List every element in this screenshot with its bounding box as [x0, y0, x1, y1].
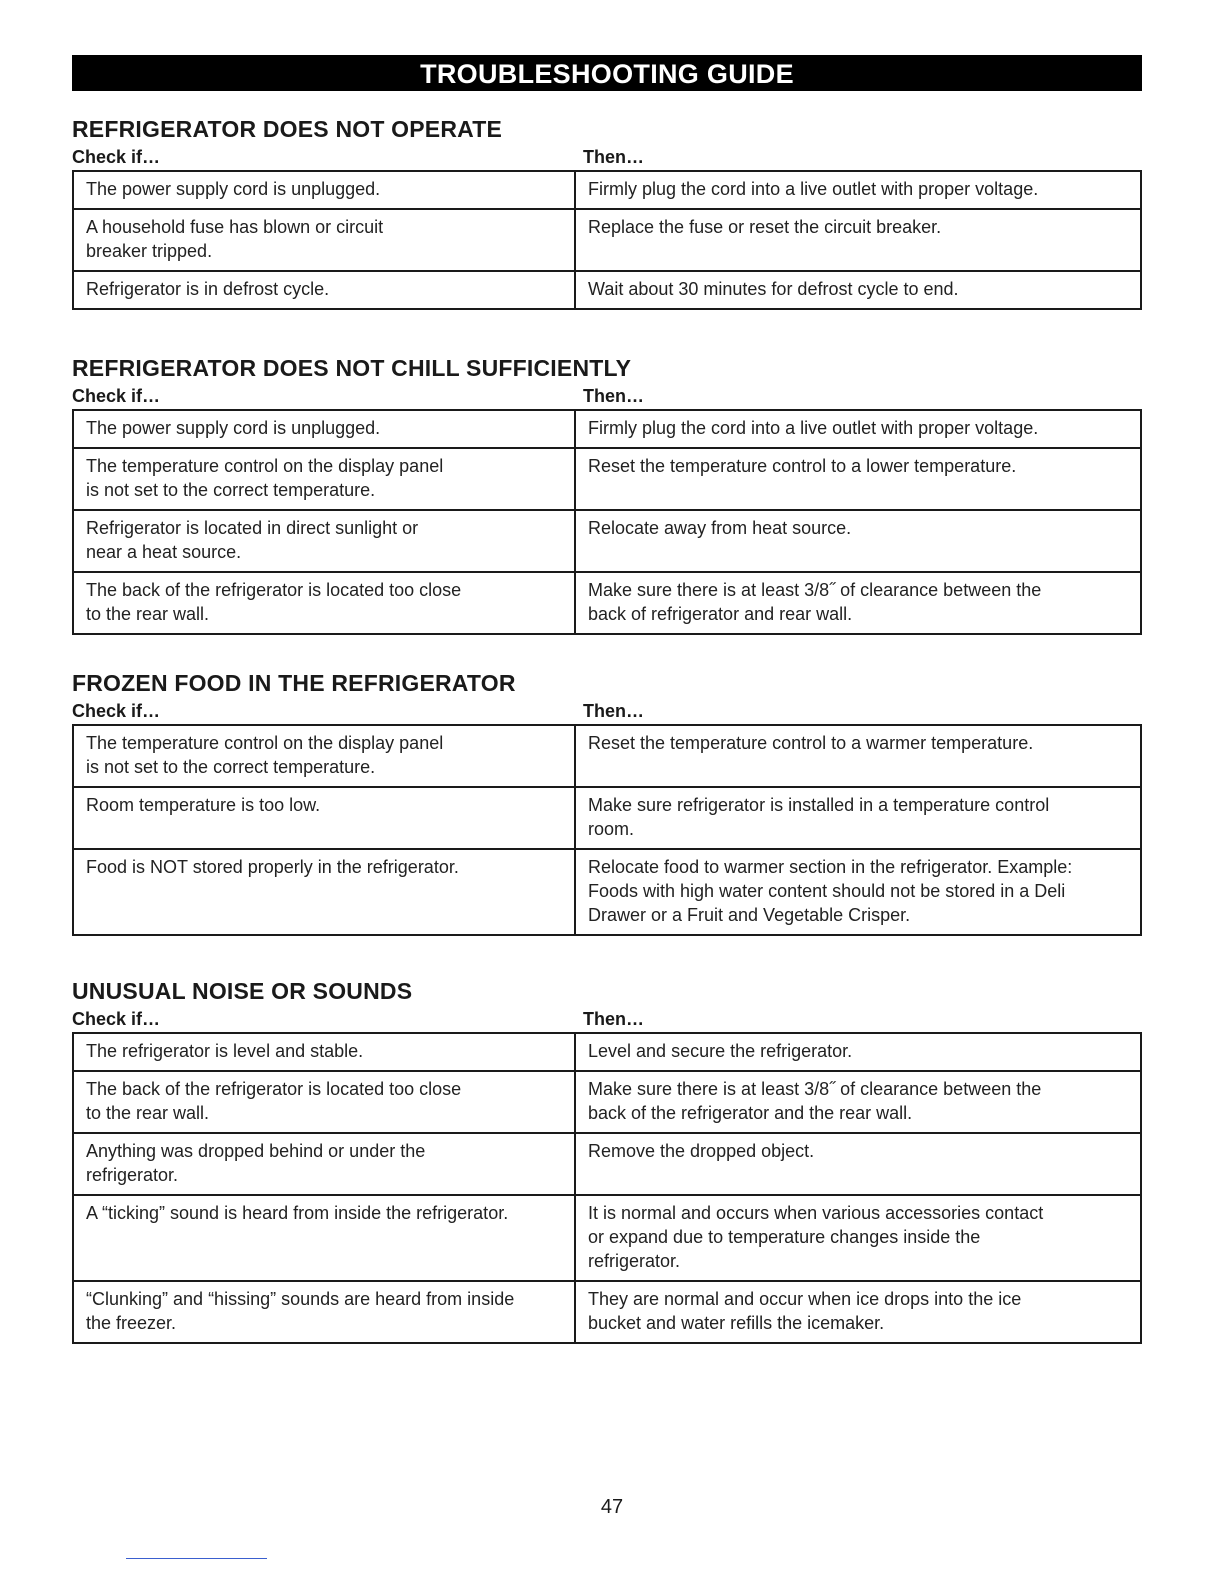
check-if-heading: Check if…: [72, 701, 161, 721]
then-cell: Reset the temperature control to a warmer temperature.: [575, 725, 1141, 787]
then-cell: Firmly plug the cord into a live outlet with proper voltage.: [575, 410, 1141, 448]
then-cell: They are normal and occur when ice drops into the ice bucket and water refills the icemaker.: [575, 1281, 1141, 1343]
check-if-heading: Check if…: [72, 386, 161, 406]
table-row: [73, 209, 1141, 271]
table-row: [73, 1033, 1141, 1071]
troubleshooting-table: [72, 1032, 1142, 1344]
section-does-not-operate: [72, 116, 1142, 310]
check-cell: Refrigerator is in defrost cycle.: [73, 271, 575, 309]
table-row: [73, 1133, 1141, 1195]
section-title: REFRIGERATOR DOES NOT OPERATE: [72, 116, 503, 142]
table-row: [73, 510, 1141, 572]
section-title: REFRIGERATOR DOES NOT CHILL SUFFICIENTLY: [72, 355, 632, 381]
then-cell: Relocate away from heat source.: [575, 510, 1141, 572]
check-cell: A “ticking” sound is heard from inside the refrigerator.: [73, 1195, 575, 1281]
table-row: [73, 1281, 1141, 1343]
table-row: [73, 410, 1141, 448]
troubleshooting-table: [72, 724, 1142, 936]
section-unusual-noise: [72, 978, 1142, 1344]
check-cell: “Clunking” and “hissing” sounds are heard from inside the freezer.: [73, 1281, 575, 1343]
check-cell: A household fuse has blown or circuit breaker tripped.: [73, 209, 575, 271]
check-cell: Refrigerator is located in direct sunlight or near a heat source.: [73, 510, 575, 572]
troubleshooting-table: [72, 409, 1142, 635]
table-row: [73, 787, 1141, 849]
page-banner: TROUBLESHOOTING GUIDE: [72, 55, 1142, 91]
table-row: [73, 1195, 1141, 1281]
section-title: UNUSUAL NOISE OR SOUNDS: [72, 978, 413, 1004]
table-row: [73, 271, 1141, 309]
then-cell: Reset the temperature control to a lower temperature.: [575, 448, 1141, 510]
then-cell: Relocate food to warmer section in the refrigerator. Example: Foods with high water content should not be stored in a Deli Drawer or a Fruit and Vegetable Crisper.: [575, 849, 1141, 935]
then-cell: Firmly plug the cord into a live outlet with proper voltage.: [575, 171, 1141, 209]
then-cell: Level and secure the refrigerator.: [575, 1033, 1141, 1071]
check-cell: The refrigerator is level and stable.: [73, 1033, 575, 1071]
then-heading: Then…: [583, 1009, 644, 1029]
table-row: [73, 448, 1141, 510]
table-row: [73, 849, 1141, 935]
table-row: [73, 171, 1141, 209]
table-row: [73, 1071, 1141, 1133]
check-if-heading: Check if…: [72, 1009, 161, 1029]
then-cell: Make sure there is at least 3/8˝ of clearance between the back of refrigerator and rear wall.: [575, 572, 1141, 634]
section-not-chill: [72, 355, 1142, 635]
then-heading: Then…: [583, 701, 644, 721]
then-heading: Then…: [583, 386, 644, 406]
check-cell: The power supply cord is unplugged.: [73, 171, 575, 209]
divider: [126, 1558, 267, 1559]
check-cell: Anything was dropped behind or under the refrigerator.: [73, 1133, 575, 1195]
then-cell: Make sure refrigerator is installed in a temperature control room.: [575, 787, 1141, 849]
page-number: 47: [600, 1496, 624, 1518]
check-cell: The back of the refrigerator is located too close to the rear wall.: [73, 1071, 575, 1133]
then-heading: Then…: [583, 147, 644, 167]
check-cell: The back of the refrigerator is located too close to the rear wall.: [73, 572, 575, 634]
section-title: FROZEN FOOD IN THE REFRIGERATOR: [72, 670, 516, 696]
then-cell: Remove the dropped object.: [575, 1133, 1141, 1195]
check-cell: The temperature control on the display panel is not set to the correct temperature.: [73, 725, 575, 787]
then-cell: It is normal and occurs when various accessories contact or expand due to temperature changes inside the refrigerator.: [575, 1195, 1141, 1281]
then-cell: Wait about 30 minutes for defrost cycle to end.: [575, 271, 1141, 309]
check-cell: The temperature control on the display panel is not set to the correct temperature.: [73, 448, 575, 510]
check-cell: Room temperature is too low.: [73, 787, 575, 849]
section-frozen-food: [72, 670, 1142, 936]
then-cell: Replace the fuse or reset the circuit breaker.: [575, 209, 1141, 271]
troubleshooting-table: [72, 170, 1142, 310]
check-cell: Food is NOT stored properly in the refrigerator.: [73, 849, 575, 935]
check-cell: The power supply cord is unplugged.: [73, 410, 575, 448]
table-row: [73, 725, 1141, 787]
then-cell: Make sure there is at least 3/8˝ of clearance between the back of the refrigerator and the rear wall.: [575, 1071, 1141, 1133]
table-row: [73, 572, 1141, 634]
check-if-heading: Check if…: [72, 147, 161, 167]
